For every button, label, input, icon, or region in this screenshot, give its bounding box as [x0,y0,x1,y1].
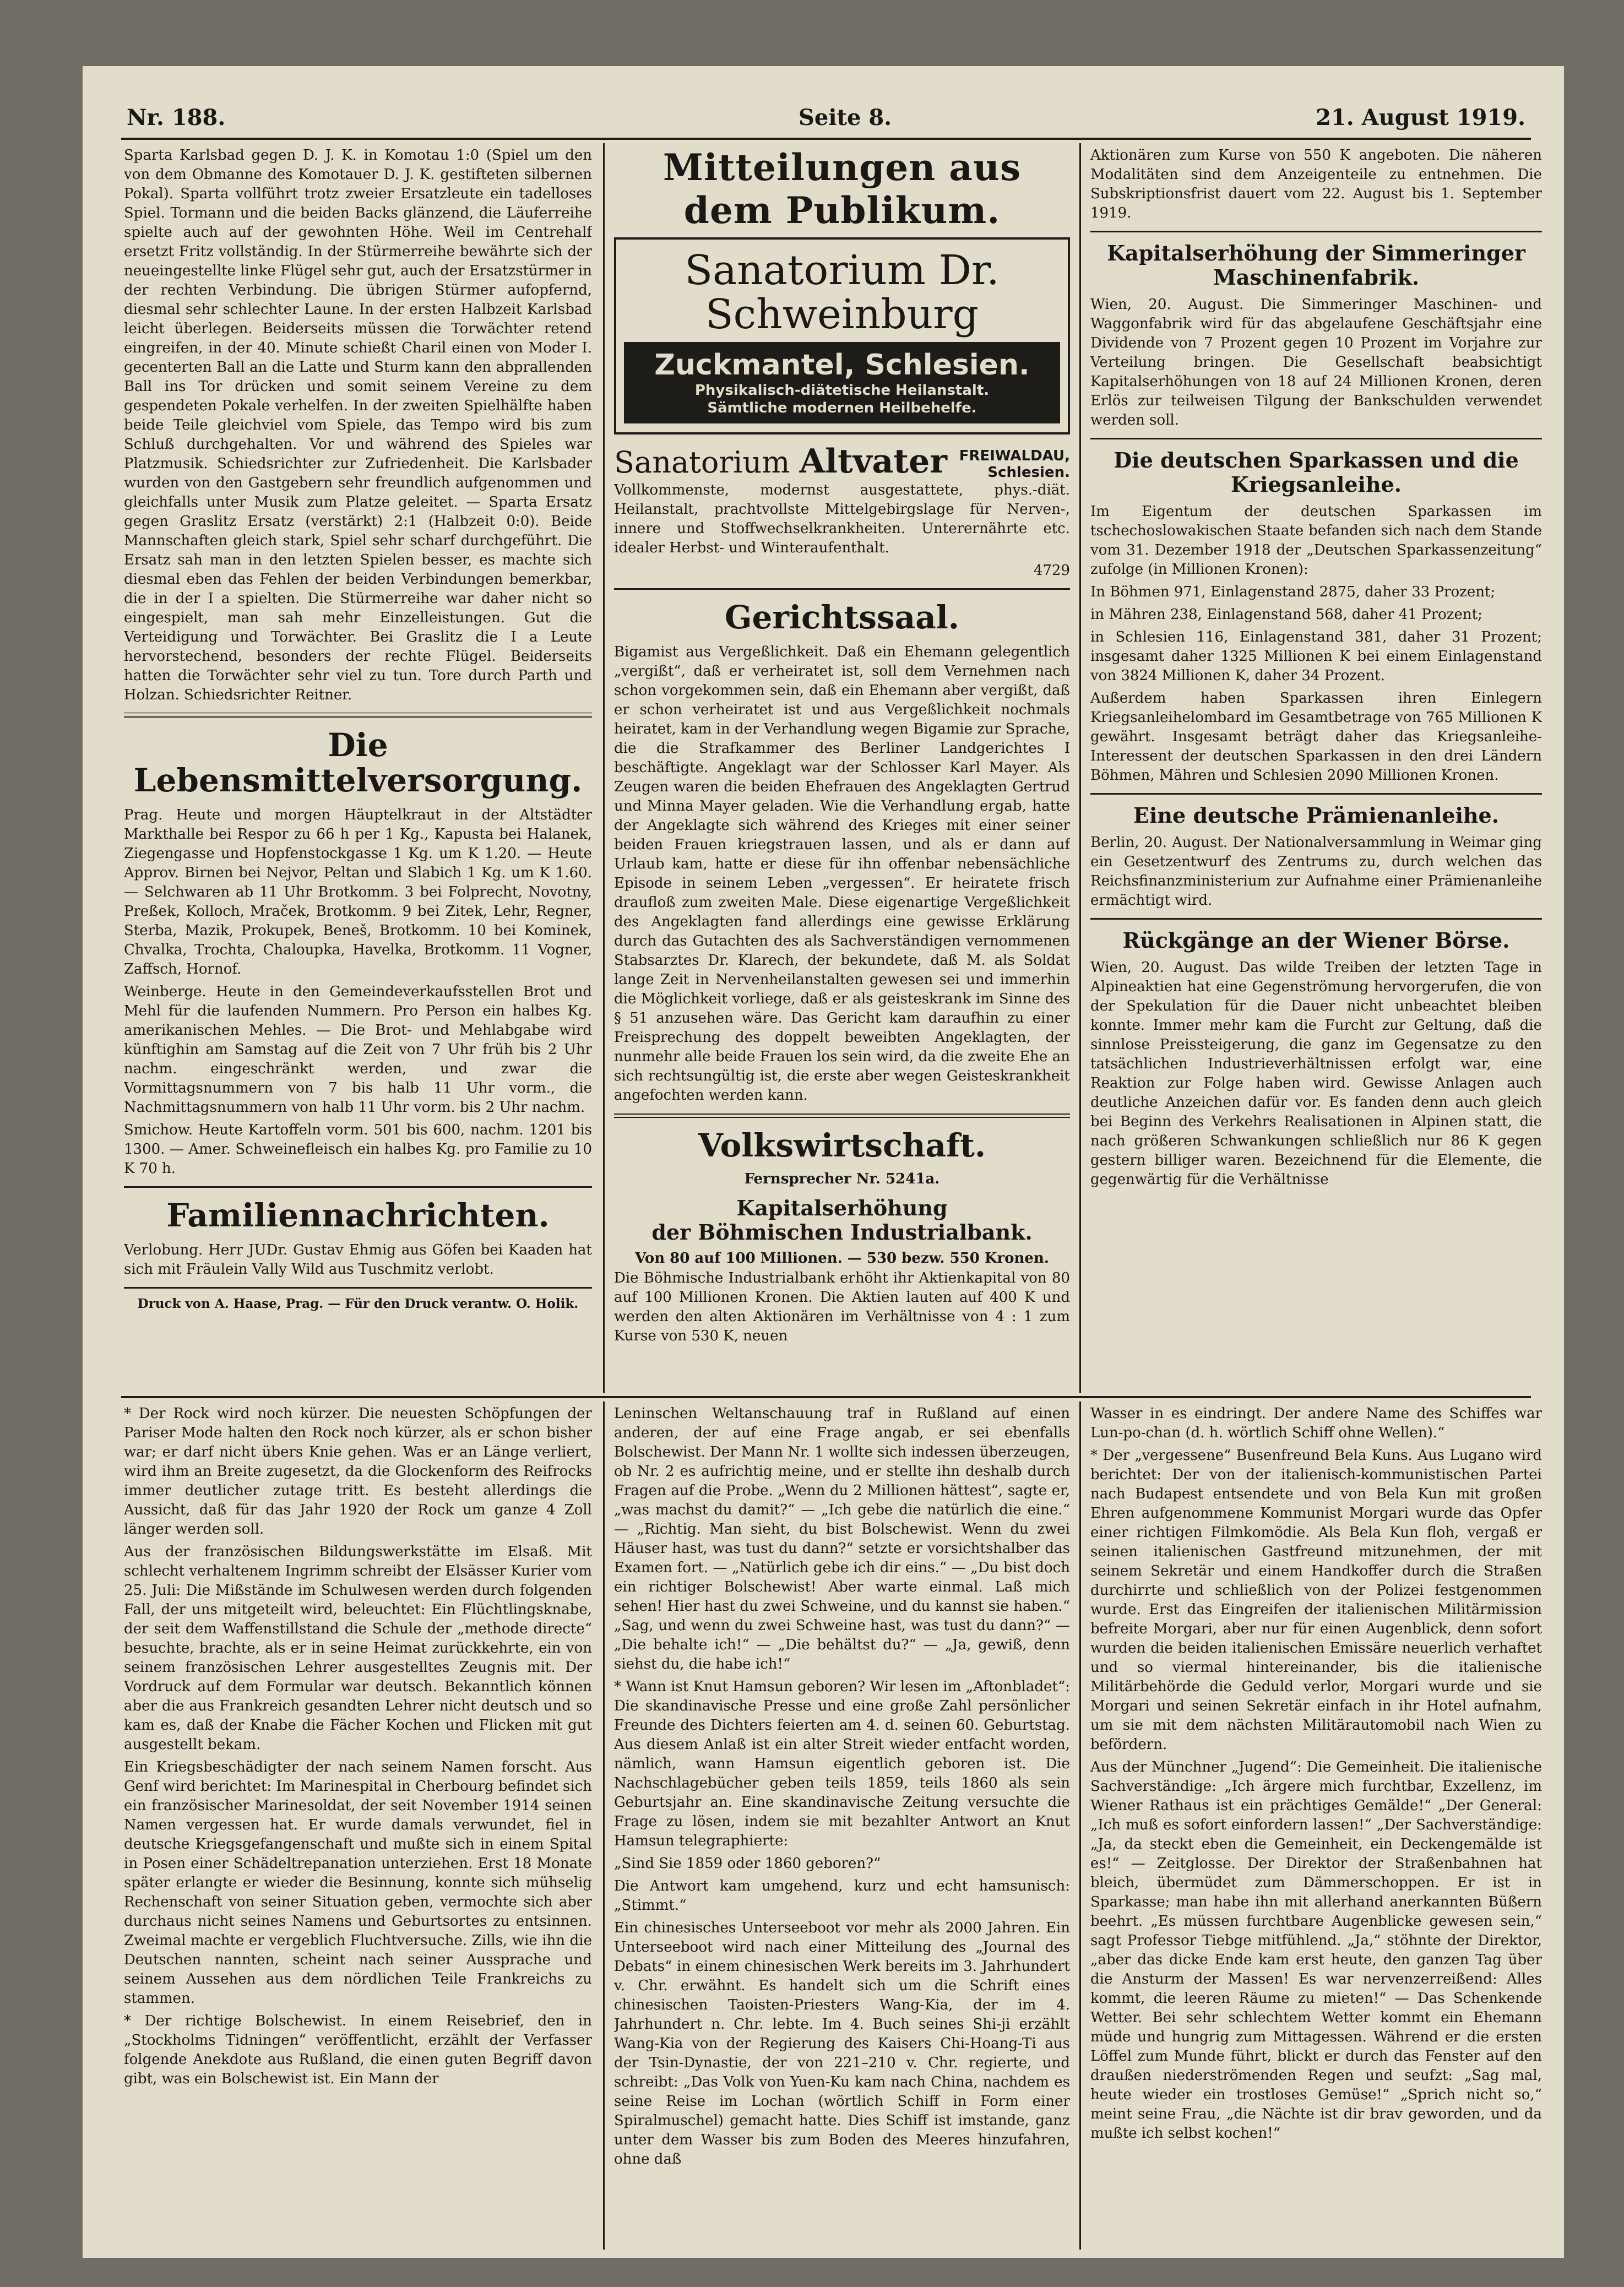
ad-region: Schlesien. [987,464,1070,481]
divider [1090,231,1542,232]
article-paragraph: Smichow. Heute Kartoffeln vorm. 501 bis 600, nachm. 1201 bis 1300. — Amer. Schweinefleisch ein halbes Kg. pro Familie zu 10 K 70 h. [124,1122,592,1177]
heading-kapital-sub: der Böhmischen Industrialbank. [651,1220,1033,1245]
article-paragraph: Ein chinesisches Unterseeboot vor mehr als 2000 Jahren. Ein Unterseeboot wird nach einer Mitteilung des „Journal des Debats“ in einem chinesischen Werk bereits im 3. Jahrhundert v. Chr. erwähnt. Es handelt sich um die Schrift eines chinesischen Taoisten-Priesters Wang-Kia, der im 4. Jahrhundert n. Chr. lebte. Im 4. Buch seines Shi-ji erzählt Wang-Kia von der Regierung des Kaisers Chi-Hoang-Ti aus der Tsin-Dynastie, der von 221–210 v. Chr. regierte, und schreibt: „Das Volk von Yuen-Ku kam nach China, nachdem es seine Reise im Lochan (wörtlich Schiff in Form einer Spiralmuschel) gemacht hatte. Dies Schiff ist imstande, ganz unter dem Wasser bis zum Boden des Meeres hinzufahren, ohne daß [614,1920,1070,2168]
article-paragraph: Die Antwort kam umgehend, kurz und echt hamsunisch: „Stimmt.“ [614,1878,1070,1914]
divider [124,713,592,718]
heading-boerse: Rückgänge an der Wiener Börse. [1122,928,1510,953]
ad-name: Sanatorium Dr. Schweinburg [685,247,1000,338]
divider [1090,438,1542,439]
ad-place: Zuckmantel, Schlesien. [654,349,1030,382]
ad-name: Altvater [799,442,947,481]
heading-lebensmittel: Die Lebensmittelversorgung. [133,726,583,799]
divider [614,588,1070,590]
article-paragraph: „Sind Sie 1859 oder 1860 geboren?“ [614,1855,881,1872]
column-right-lower [1090,1404,1542,2250]
article-paragraph: * Wann ist Knut Hamsun geboren? Wir lesen im „Aftonbladet“: Die skandinavische Presse und eine große Zahl persönlicher Freunde des Dichters feierten am 4. d. seinen 60. Geburtstag. Aus diesem Anlaß ist ein alter Streit wieder entfacht worden, nämlich, wann Hamsun eigentlich geboren ist. Die Nachschlagebücher geben teils 1859, teils 1860 als sein Geburtsjahr an. Eine skandinavische Zeitung versuchte die Frage zu lösen, indem sie mit bezahlter Antwort an Knut Hamsun telegraphierte: [614,1678,1070,1849]
ads-section-title: Mitteilungen aus dem Publikum. [662,146,1022,232]
column-middle-lower [614,1404,1070,2250]
article-paragraph: Ein Kriegsbeschädigter der nach seinem Namen forscht. Aus Genf wird berichtet: Im Marinespital in Cherbourg befindet sich ein französischer Marinesoldat, der seit November 1914 seinen Namen vergessen hat. Er wurde damals verwundet, fiel in deutsche Kriegsgefangenschaft und mußte sich in einem Spital in Posen einer Schädeltrepanation unterziehen. Erst 18 Monate später erlangte er wieder die Besinnung, konnte sich mühselig Rechenschaft von seiner Situation geben, vermochte sich aber durchaus nicht seines Namens und Geburtsortes zu entsinnen. Zweimal machte er vergeblich Fluchtversuche. Zills, wie ihn die Deutschen nannten, scheint nach seiner Aussprache und seinem Aussehen aus dem nördlichen Teile Frankreichs zu stammen. [124,1759,592,2007]
divider [124,1186,592,1188]
heading-kapital: Kapitalserhöhung [736,1196,948,1220]
section-rule [121,1396,1531,1398]
advertisement-schweinburg [614,237,1070,434]
article-paragraph: in Mähren 238, Einlagenstand 568, daher 41 Prozent; [1090,606,1482,623]
sport-report: Sparta Karlsbad gegen D. J. K. in Komotau 1:0 (Spiel um den von dem Obmanne des Komotauer D. J. K. gestifteten silbernen Pokal). Sparta vollführt trotz zweier Ersatzleute ein tadelloses Spiel. Tormann und die beiden Backs glänzend, die Läuferreihe spielte auch auf der gewohnten Höhe. Weil im Centrehalf ersetzt Fritz vollständig. In der Stürmerreihe bewährte sich der neueingestellte linke Flügel sehr gut, auch der Ersatzstürmer in der rechten Verbindung. Die übrigen Stürmer aufopfernd, diesmal sehr schlechter Laune. In der ersten Halbzeit Karlsbad leicht überlegen. Beiderseits müssen die Torwächter retend eingreifen, in der 40. Minute schießt Charil einen von Moder I. gecenterten Ball an die Latte und Sturm kann den abprallenden Ball ins Tor drücken und somit seinem Vereine zu dem gespendeten Pokale verhelfen. In der zweiten Spielhälfte haben beide Teile gleichviel vom Spiele, das Tempo wird bis zum Schluß durchgehalten. Vor und während des Spieles war Platzmusik. Schiedsrichter zur Zufriedenheit. Die Karlsbader wurden von den Gastgebern sehr freundlich aufgenommen und gleichfalls unter Musik zum Platze geleitet. — Sparta Ersatz gegen Graslitz Ersatz (verstärkt) 2:1 (Halbzeit 0:0). Beide Mannschaften gleich stark, Spiel sehr scharf durchgeführt. Die Ersatz sah man in den letzten Spielen besser, es machte sich diesmal eben das Fehlen der beiden Verbindungen bemerkbar, die in der I a spielten. Die Stürmerreihe war daher nicht so eingespielt, man sah mehr Einzelleistungen. Gut die Verteidigung und Torwächter. Bei Graslitz die I a Leute hervorstechend, besonders der rechte Flügel. Beiderseits hatten die Torwächter sehr viel zu tun. Tore durch Parth und Holzan. Schiedsrichter Reitner. [124,147,592,703]
article-paragraph: in Schlesien 116, Einlagenstand 381, daher 31 Prozent; insgesamt daher 1325 Millionen K bei einem Einlagenstand von 3824 Millionen K, daher 34 Prozent. [1090,629,1542,684]
ad-line: Sämtliche modernen Heilbehelfe. [707,400,977,416]
article-paragraph: Verlobung. Herr JUDr. Gustav Ehmig aus Göfen bei Kaaden hat sich mit Fräulein Vally Wild aus Tuschmitz verlobt. [124,1242,592,1278]
heading-familie: Familiennachrichten. [166,1197,550,1234]
column-rule [603,143,605,1393]
article-paragraph: * Der „vergessene“ Busenfreund Bela Kuns. Aus Lugano wird berichtet: Der von der italienisch-kommunistischen Partei nach Budapest entsendete und von Bela Kun mit großen Ehren aufgenommene Kommunist Morgari wurde das Opfer einer richtigen Filmkomödie. Als Bela Kun floh, vergaß er seinen italienischen Gastfreund mitzunehmen, der mit seinem Sekretär und einem Handkoffer durch die Straßen durchirrte und schließlich von der Polizei festgenommen wurde. Erst das Eingreifen der italienischen Militärmission befreite Morgari, aber nur für einen Augenblick, denn sofort wurden die beiden italienischen Emissäre neuerlich verhaftet und so viermal hintereinander, bis die italienische Militärbehörde die Geduld verlor, Morgari wurde und sie Morgari und seinen Sekretär einfach in ihr Hotel aufnahm, um sie mit dem nächsten Militärautomobil nach Wien zu befördern. [1090,1447,1542,1753]
article-paragraph: * Der richtige Bolschewist. In einem Reisebrief, den in „Stockholms Tidningen“ veröffentlicht, erzählt der Verfasser folgende Anekdote aus Rußland, die einen guten Begriff davon gibt, was ein Bolschewist ist. Ein Mann der [124,2013,592,2087]
article-paragraph: Weinberge. Heute in den Gemeindeverkaufsstellen Brot und Mehl für die laufenden Nummern. Pro Person ein halbes Kg. amerikanischen Mehles. — Die Brot- und Mehlabgabe wird künftighin am Samstag auf die Zeit von 7 Uhr früh bis 2 Uhr nachm. eingeschränkt werden, und zwar die Vormittagsnummern von 7 bis halb 11 Uhr vorm., die Nachmittagsnummern von halb 11 Uhr vorm. bis 2 Uhr nachm. [124,984,592,1116]
heading-sparkassen: Die deutschen Sparkassen und die Kriegsanleihe. [1114,448,1519,497]
article-paragraph: Bigamist aus Vergeßlichkeit. Daß ein Ehemann gelegentlich „vergißt“, daß er verheiratet ist, soll dem Vernehmen nach schon vorgekommen sein, daß ein Ehemann aber vergißt, daß er schon verheiratet ist und aus Vergeßlichkeit nochmals heiratet, kam in der Verhandlung wegen Bigamie zur Sprache, die die Strafkammer des Berliner Landgerichtes I beschäftigte. Angeklagt war der Schlosser Karl Mayer. Als Zeugen waren die beiden Ehefrauen des Angeklagten Gertrud und Minna Mayer geladen. Wie die Verhandlung ergab, hatte der Angeklagte sich während des Krieges mit einer seiner beiden Frauen kriegstrauen lassen, und als er dann auf Urlaub kam, hatte er diese für ihn offenbar nebensächliche Episode in seinem Leben „vergessen“. Er heiratete frisch draufloß zum zweiten Male. Diese eigenartige Vergeßlichkeit des Angeklagten fand allerdings eine gewisse Erklärung durch das Gutachten des als Sachverständigen vernommenen Stabsarztes Dr. Klarech, der bekundete, daß M. als Soldat lange Zeit in Nervenheilanstalten gewesen sei und immerhin die Möglichkeit vorliege, daß er als geisteskrank im Sinne des § 51 anzusehen wäre. Das Gericht kam daraufhin zu einer Freisprechung des doppelt beweibten Angeklagten, der nunmehr alle beide Frauen los sein wird, da die zweite Ehe an sich rechtsungültig ist, die erste aber wegen Geisteskrankheit angefochten werden kann. [614,644,1070,1104]
column-right-upper [1090,146,1542,1393]
article-paragraph: Wien, 20. August. Das wilde Treiben der letzten Tage in Alpineaktien hat eine Gegenströmung hervorgerufen, die von der Spekulation für die Dauer nicht unbeachtet bleiben konnte. Immer mehr kam die Furcht zur Geltung, daß die sinnlose Preissteigerung, die ganz im Gegensatze zu den tatsächlichen Industrieverhältnissen erfolgt war, eine Reaktion zur Folge haben wird. Gewisse Anlagen auch deutliche Anzeichen dafür vor. Es fanden denn auch gleich bei Beginn des Verkehrs Realisationen in Alpinen statt, die nach größeren Schwankungen schließlich nur 86 K gegen gestern billiger waren. Bezeichnend für die Elemente, die gegenwärtig für die Verhältnisse [1090,959,1542,1188]
ad-text: Vollkommenste, modernst ausgestattete, phys.-diät. Heilanstalt, prachtvollste Mittelgebirgslage für Nerven-, innere und Stoffwechselkrankheiten. Unterernährte etc. idealer Herbst- und Winteraufenthalt. [614,482,1070,556]
article-paragraph: Prag. Heute und morgen Häuptelkraut in der Altstädter Markthalle bei Respor zu 66 h per 1 Kg., Kapusta bei Halanek, Ziegengasse und Hopfenstockgasse 1 Kg. um K 1.20. — Heute Approv. Birnen bei Nejvor, Peltan und Slabich 1 Kg. um K 1.60. — Selchwaren ab 11 Uhr Brotkomm. 3 bei Folprecht, Novotny, Preßek, Kolloch, Mraček, Brotkomm. 9 bei Zitek, Lehr, Regner, Sterba, Mazik, Prokupek, Beneš, Brotkomm. 10 bei Kominek, Chvalka, Trochta, Chaloupka, Havelka, Brotkomm. 11 Vogner, Zaffsch, Hornof. [124,807,592,977]
page-number: Seite 8. [799,105,892,131]
divider [1090,793,1542,795]
header-rule [121,138,1531,140]
article-paragraph: Wien, 20. August. Die Simmeringer Maschinen- und Waggonfabrik wird für das abgelaufene Geschäftsjahr eine Dividende von 7 Prozent gegen 10 Prozent im Vorjahre zur Verteilung bringen. Die Gesellschaft beabsichtigt Kapitalserhöhungen von 18 auf 24 Millionen Kronen, deren Erlös zur teilweisen Tilgung der Bankschulden verwendet werden soll. [1090,296,1542,428]
ad-line: Physikalisch-diätetische Heilanstalt. [694,382,990,399]
article-paragraph: Außerdem haben Sparkassen ihren Einlegern Kriegsanleihelombard im Gesamtbetrage von 765 Millionen K gewährt. Insgesamt beträgt daher das Kriegsanleihe-Interessent der deutschen Sparkassen in den drei Ländern Böhmen, Mähren und Schlesien 2090 Millionen Kronen. [1090,690,1542,784]
article-paragraph: In Böhmen 971, Einlagenstand 2875, daher 33 Prozent; [1090,584,1496,600]
column-rule [1079,1401,1081,2250]
heading-praemie: Eine deutsche Prämienanleihe. [1133,803,1499,828]
heading-volkswirtschaft: Volkswirtschaft. [698,1127,986,1164]
advertisement-altvater [614,442,1070,580]
article-paragraph: Aus der französischen Bildungswerkstätte im Elsaß. Mit schlecht verhaltenem Ingrimm schreibt der Elsässer Kurier vom 25. Juli: Die Mißstände im Schulwesen werden durch folgenden Fall, der uns mitgeteilt wird, beleuchtet: Ein Flüchtlingsknabe, der seit dem Waffenstillstand die Schule der „methode directe“ besuchte, brachte, als er in seine Heimat zurückkehrte, ein von seinem französischen Lehrer ausgestelltes Zeugnis mit. Der Vordruck auf dem Formular war deutsch. Bekanntlich können aber die aus Frankreich gesandten Lehrer nicht deutsch und so kam es, daß der Knabe die Fächer Kochen und Flicken mit gut ausgestellt bekam. [124,1544,592,1753]
heading-gerichtssaal: Gerichtssaal. [725,599,959,636]
ad-place: FREIWALDAU, [959,448,1070,464]
divider [124,1287,592,1289]
telephone-line: Fernsprecher Nr. 5241a. [744,1171,940,1187]
column-left-lower [124,1404,592,2250]
subheading: Von 80 auf 100 Millionen. — 530 bezw. 550 Kronen. [635,1250,1049,1267]
newspaper-page [83,66,1564,2258]
divider [1090,918,1542,920]
heading-simmering: Kapitalserhöhung der Simmeringer Maschinenfabrik. [1107,241,1525,290]
ad-number: 4729 [1033,562,1070,579]
article-paragraph: Wasser in es eindringt. Der andere Name des Schiffes war Lun-po-chan (d. h. wörtlich Schiff ohne Wellen).“ [1090,1405,1542,1441]
ad-prefix: Sanatorium [614,445,790,480]
article-paragraph: Im Eigentum der deutschen Sparkassen im tschechoslowakischen Staate befanden sich nach dem Stande vom 31. Dezember 1918 der „Deutschen Sparkassenzeitung“ zufolge (in Millionen Kronen): [1090,503,1542,578]
divider [614,1113,1070,1118]
column-middle-upper [614,146,1070,1393]
column-left-upper [124,146,592,1393]
article-paragraph: Berlin, 20. August. Der Nationalversammlung in Weimar ging ein Gesetzentwurf des Zentrums zu, durch welchen das Reichsfinanzministerium zur Aufnahme einer Prämienanleihe ermächtigt wird. [1090,834,1542,909]
article-paragraph: Die Böhmische Industrialbank erhöht ihr Aktienkapital von 80 auf 100 Millionen Kronen. Die Aktien lauten auf 400 K und werden den alten Aktionären im Verhältnisse von 4 : 1 zum Kurse von 530 K, neuen [614,1270,1070,1344]
issue-number: Nr. 188. [127,105,226,131]
printer-imprint: Druck von A. Haase, Prag. — Für den Druck verantw. O. Holik. [137,1296,579,1311]
article-paragraph: Leninschen Weltanschauung traf in Rußland auf einen anderen, der auf eine Frage angab, er sei ebenfalls Bolschewist. Der Mann Nr. 1 wollte sich indessen überzeugen, ob Nr. 2 es aufrichtig meine, und er stellte ihn deshalb durch Fragen auf die Probe. „Wenn du 2 Millionen hättest“, sagte er, „was machst du damit?“ — „Ich gebe die natürlich die eine.“ — „Richtig. Man sieht, du bist Bolschewist. Wenn du zwei Häuser hast, was tust du dann?“ setzte er vorsichtshalber das Examen fort. — „Natürlich gebe ich dir eins.“ — „Du bist doch ein richtiger Bolschewist! Aber warte einmal. Laß mich sehen! Hier hast du zwei Schweine, und du kannst sie haben.“ „Sag, und wenn du zwei Schweine hast, was tust du dann?“ — „Die behalte ich!“ — „Die behältst du?“ — „Ja, gewiß, denn siehst du, die habe ich!“ [614,1405,1070,1672]
column-rule [1079,143,1081,1393]
article-paragraph: * Der Rock wird noch kürzer. Die neuesten Schöpfungen der Pariser Mode halten den Rock noch kürzer, als er schon bisher war; er darf nicht übers Knie gehen. Was er an Länge verliert, wird ihm an Breite zugesetzt, da die Glockenform des Reifrocks immer deutlicher zutage tritt. Es besteht allerdings die Aussicht, daß für das Jahr 1920 der Rock um ganze 4 Zoll länger werden soll. [124,1405,592,1538]
ad-band [624,342,1060,423]
issue-date: 21. August 1919. [1316,105,1525,131]
article-paragraph: Aus der Münchner „Jugend“: Die Gemeinheit. Die italienische Sachverständige: „Ich ärgere mich furchtbar, Exzellenz, im Wiener Rathaus ist ein prächtiges Gemälde!“ „Der General: „Ich muß es sofort einfordern lassen!“ „Der Sachverständige: „Ja, da steckt eben die Gemeinheit, ein Deckengemälde ist es!“ — Zeitglosse. Der Direktor der Straßenbahnen hat bleich, übermüdet zum Dämmerschoppen. Er ist in Sparkasse; man habe ihn mit allerhand anerkannten Büßern beehrt. „Es müssen furchtbare Augenblicke gewesen sein,“ sagt Professor Tiebge mitfühlend. „Ja,“ stöhnte der Direktor, „aber das dicke Ende kam erst heute, den ganzen Tag über die Ansturm der Massen! Es war nervenzerreißend: Alles kommt, die leeren Räume zu mieten!“ — Das Schenkende Wetter. Bei sehr schlechtem Wetter kommt ein Ehemann müde und hungrig zum Mittagessen. Während er die ersten Löffel zum Munde führt, blickt er durch das Fenster auf den draußen niederströmenden Regen und seufzt: „Sag mal, heute wieder ein trostloses Gemüse!“ „Sprich nicht so,“ meint seine Frau, „die Nächte ist dir brav geworden, und da mußte ich selbst kochen!“ [1090,1759,1542,2142]
article-paragraph: Aktionären zum Kurse von 550 K angeboten. Die näheren Modalitäten sind dem Anzeigenteile zu entnehmen. Die Subskriptionsfrist dauert vom 22. August bis 1. September 1919. [1090,147,1542,221]
column-rule [603,1401,605,2250]
